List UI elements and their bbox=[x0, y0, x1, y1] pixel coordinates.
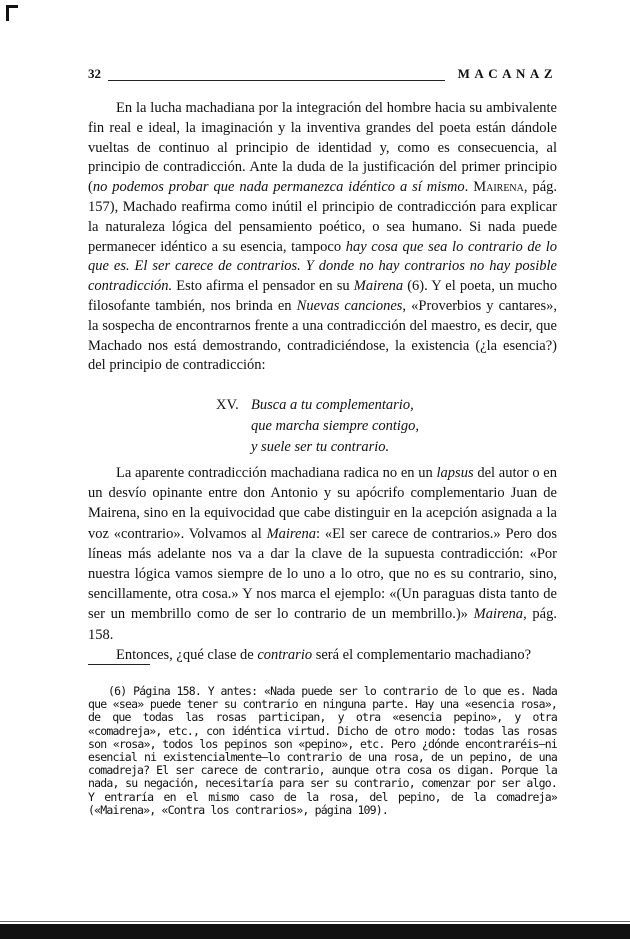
poem-line-2 bbox=[216, 416, 419, 437]
text-run: La aparente contradicción machadiana radica no en un bbox=[116, 465, 437, 481]
text-run: : «El ser carece de contrarios.» Pero dos líneas más adelante nos va a dar la clave de la supuesta contradicción: «Por nuestra lógica vamos siempre de lo uno a lo otro, que no es su contrario, sino, sencillamente, otra cosa.» Y nos marca el ejemplo: «(Un paraguas dista tanto de ser un membrillo como de ser lo contrario de un membrillo.)» bbox=[88, 525, 557, 623]
italic-run: Mairena bbox=[473, 606, 524, 623]
poem-text-1: Busca a tu complementario, bbox=[251, 397, 414, 413]
text-run: (6). Y el poeta, un mucho filosofante también, nos brinda en bbox=[88, 278, 557, 314]
text-run: . bbox=[464, 179, 474, 196]
poem-line-3 bbox=[216, 437, 419, 458]
page-number: 32 bbox=[88, 66, 101, 81]
poem-number: XV. bbox=[216, 397, 239, 413]
italic-run: hay cosa que sea lo contrario de lo que es. El ser carece de contrarios. Y donde no hay contrarios no hay posible contradicción. bbox=[88, 238, 557, 295]
text-run: Entonces, ¿qué clase de bbox=[116, 646, 258, 663]
text-run: Esto afirma el pensador en su bbox=[172, 278, 354, 295]
text-run: , pág. 158. bbox=[88, 606, 557, 643]
footnote bbox=[88, 685, 557, 817]
text-run: En la lucha machadiana por la integración del hombre hacia su ambivalente fin real e ideal, la imaginación y la inventiva grandes del poeta están dándole vueltas de continuo al principio de identidad y, como es consecuencia, al principio de contradicción. Ante la duda de la justificación del primer principio ( bbox=[88, 100, 557, 196]
poem-text-3: y suele ser tu contrario. bbox=[251, 439, 390, 455]
header-rule bbox=[108, 80, 445, 81]
main-text-continued bbox=[88, 463, 557, 665]
paragraph-3 bbox=[88, 645, 557, 665]
running-title: MACANAZ bbox=[457, 66, 557, 81]
text-run: , «Proverbios y cantares», la sospecha de encontrarnos frente a una contradicción del maestro, es decir, que Machado nos está demostrando, contradiciéndose, la existencia (¿la esencia?) del principio de contradicción: bbox=[88, 297, 558, 374]
italic-run: no podemos probar que nada permanezca idéntico a sí mismo bbox=[92, 179, 465, 196]
small-caps-run: Mairena bbox=[473, 179, 524, 196]
text-run: , pág. 157), Machado reafirma como inútil el principio de contradicción para explicar la naturaleza lógica del pensamiento poético, o sea humano. Si nada puede permanecer idéntico a su esencia, tampoco bbox=[88, 179, 558, 255]
main-text bbox=[88, 99, 557, 376]
italic-run: Nuevas canciones bbox=[296, 297, 403, 314]
poem-line-1 bbox=[216, 395, 419, 416]
italic-run: Mairena bbox=[266, 525, 316, 542]
paragraph-2 bbox=[88, 463, 557, 645]
poem-quote bbox=[216, 395, 419, 458]
italic-run: Mairena bbox=[353, 278, 404, 295]
paragraph-1 bbox=[88, 99, 557, 376]
poem-text-2: que marcha siempre contigo, bbox=[251, 418, 420, 434]
text-run: será el complementario machadiano? bbox=[312, 646, 532, 663]
italic-run: lapsus bbox=[436, 465, 474, 481]
footnote-text: (6) Página 158. Y antes: «Nada puede ser lo contrario de lo que es. Nada que «sea» puede tener su contrario en ninguna parte. Hay una «esencia rosa», de que todas las rosas participan, y otra «esencia pepino», y otra «comadreja», etc., con idéntica virtud. Dicho de otro modo: todas las rosas son «rosa», todos los pepinos son «pepino», etc. Pero ¿dónde encontraréis—ni esencial ni existencialmente—lo contrario de una rosa, de un pepino, de una comadreja? El ser carece de contrario, aunque otra cosa os digan. Porque la nada, su negación, necesitaría para ser su contrario, comenzar por ser algo. Y entraría en el mismo caso de la rosa, del pepino, de la comadreja» («Mairena», «Contra los contrarios», página 109). bbox=[88, 684, 557, 817]
footnote-rule bbox=[88, 664, 150, 665]
text-run: del autor o en un desvío opinante entre don Antonio y su apócrifo complementario Juan de Mairena, sino en la equivocidad que cabe distinguir en la acepción asignada a la voz «contrario». Volvamos al bbox=[88, 465, 557, 542]
page-corner-mark bbox=[6, 5, 9, 21]
italic-run: contrario bbox=[257, 646, 313, 663]
running-header bbox=[88, 66, 557, 84]
scan-edge-bar bbox=[0, 924, 630, 939]
